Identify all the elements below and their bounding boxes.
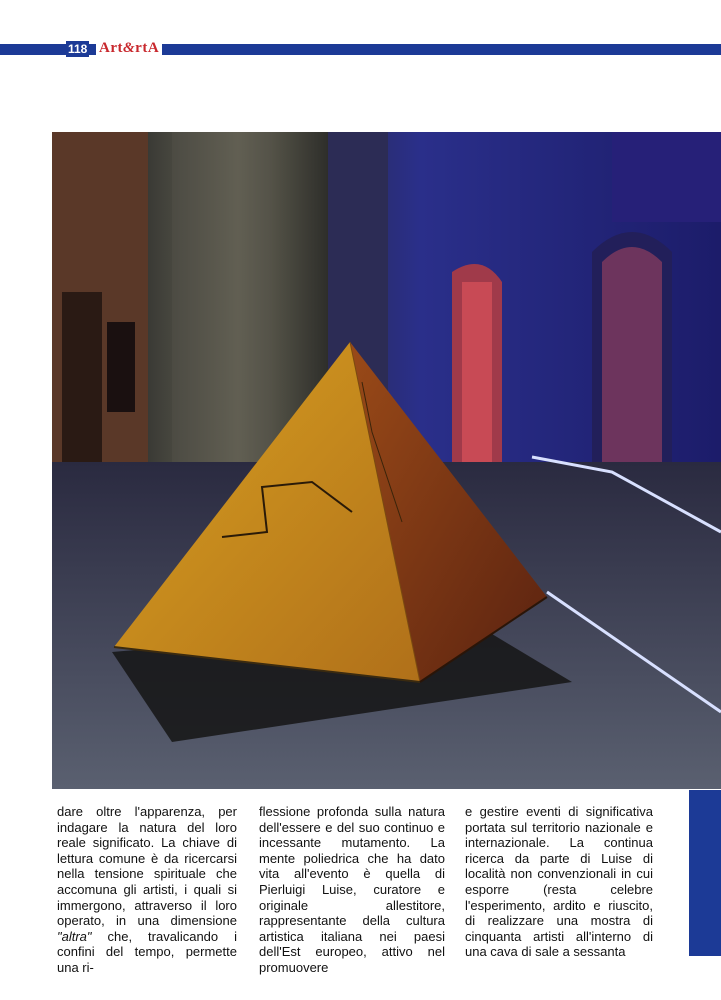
- logo-text-2: rtA: [135, 40, 160, 56]
- col1-text-b: che, travalicando i confini del tempo, permette una ri-: [57, 928, 237, 975]
- article-column-1: [57, 804, 237, 976]
- col1-text-a: dare oltre l'apparenza, per indagare la natura del loro reale significato. La chiave di lettura comune è da ricercarsi nella tensione spirituale che accomuna gli artisti, i quali si immergono, attraverso il loro operato, in una dimensione: [57, 804, 237, 929]
- logo-text-1: Art: [99, 40, 123, 56]
- page-number: 118: [68, 42, 88, 56]
- article-column-2: [259, 804, 445, 976]
- col1-emphasis: "altra": [57, 928, 92, 944]
- col3-text: e gestire eventi di significativa portata sul territorio nazionale e internazionale. La continua ricerca da parte di Luise di località non convenzionali in cui esporre (resta celebre l'esperimento, ardito e riuscito, di realizzare una mostra di cinquanta artisti all'interno di una cava di sale a sessanta: [465, 804, 653, 960]
- article-column-3: [465, 804, 653, 960]
- col2-text: flessione profonda sulla natura dell'essere e del suo continuo e incessante mutamento. La mente poliedrica che ha dato vita all'evento è quella di Pierluigi Luise, curatore e originale allestitore, rappresentante della cultura artistica italiana nei paesi dell'Est europeo, attivo nel promuovere: [259, 804, 445, 975]
- side-accent-bar: [689, 790, 721, 956]
- magazine-logo: [96, 38, 162, 58]
- logo-amp: &: [123, 40, 136, 56]
- pyramid-installation-photo: [52, 132, 721, 789]
